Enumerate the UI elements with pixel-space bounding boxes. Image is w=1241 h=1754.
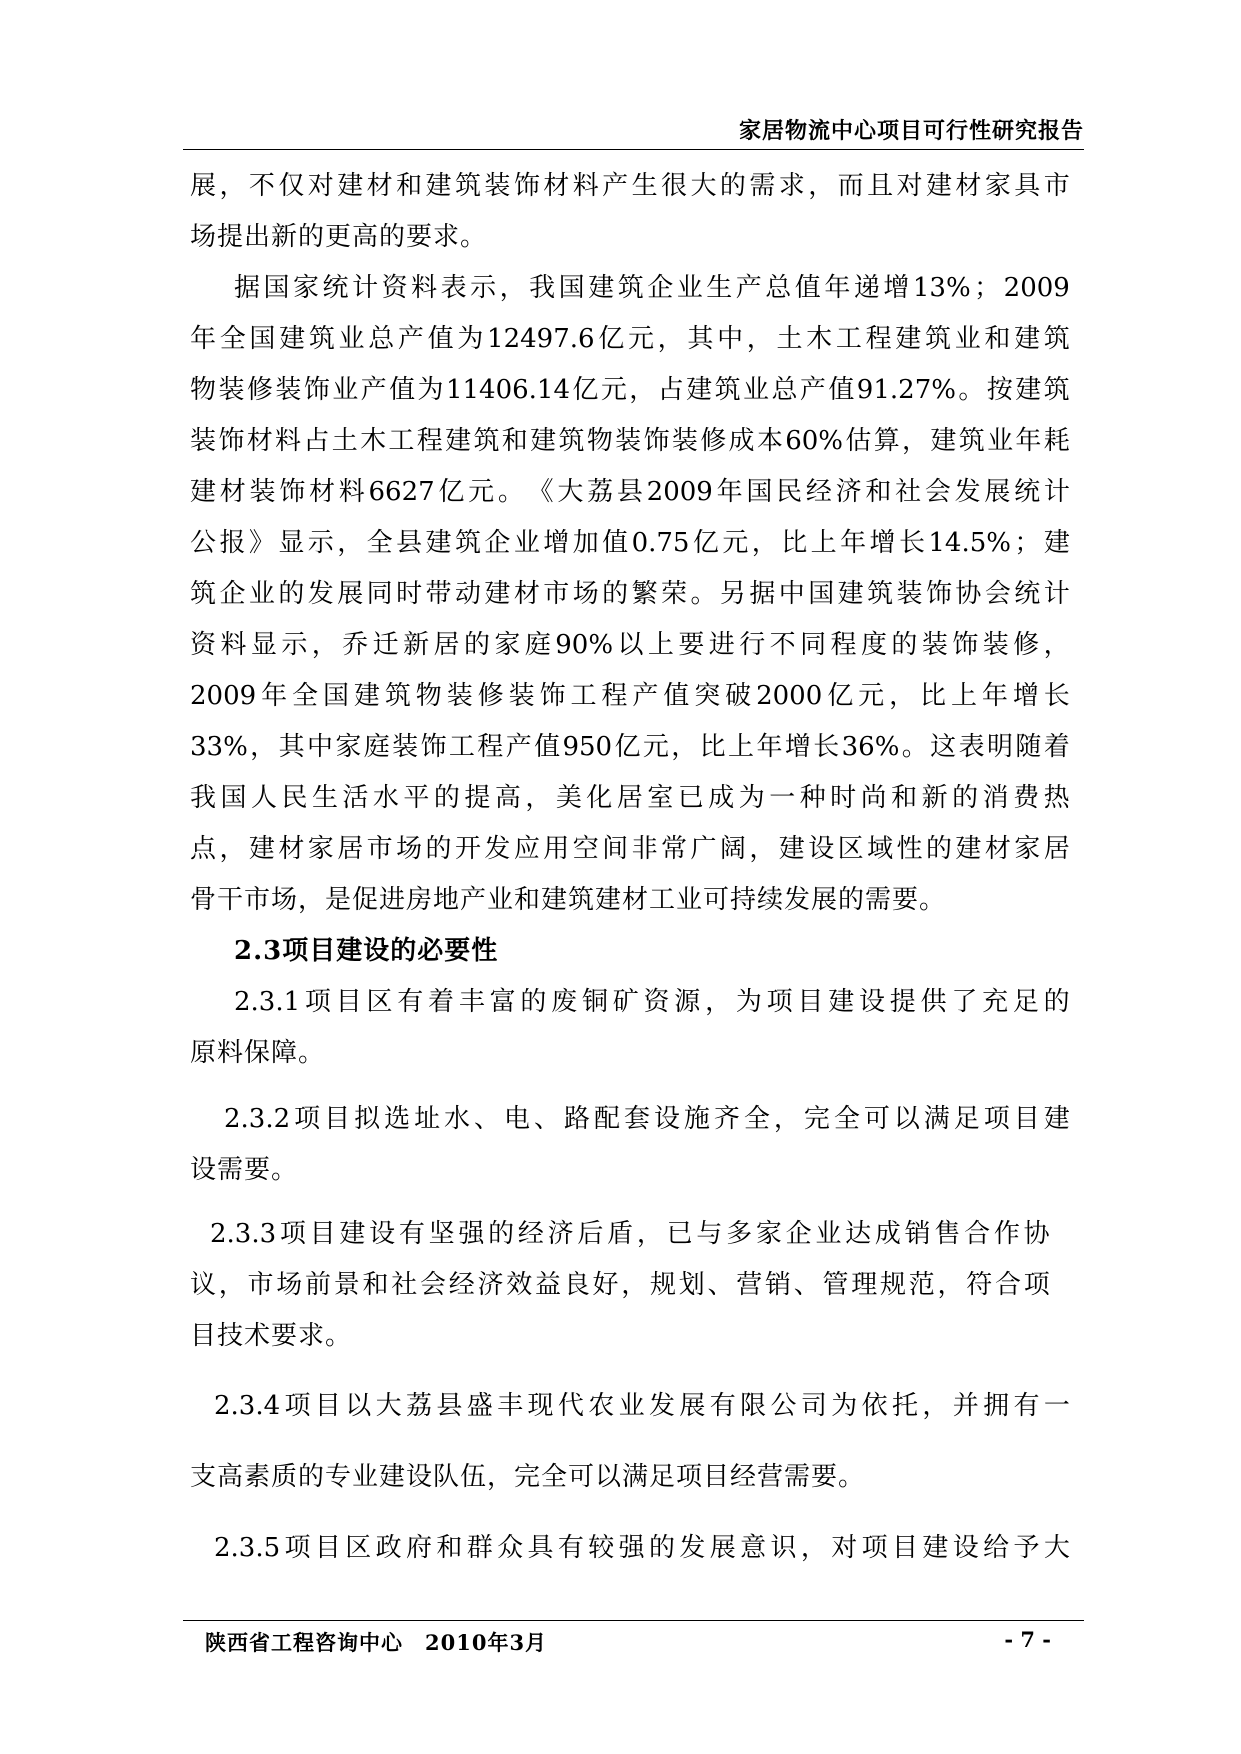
body-line: 目技术要求。 xyxy=(190,1321,353,1351)
body-line: 2009 年 全 国 建 筑 物 装 修 装 饰 工 程 产 值 突 破 2000 亿 元 ， 比 上 年 增 长 xyxy=(190,681,1070,711)
body-line: 筑 企 业 的 发 展 同 时 带 动 建 材 市 场 的 繁 荣 。 另 据 中 国 建 筑 装 饰 协 会 统 计 xyxy=(190,579,1070,609)
body-line: 设需要。 xyxy=(190,1155,299,1185)
body-line: 2.3.1 项 目 区 有 着 丰 富 的 废 铜 矿 资 源 ， 为 项 目 建 设 提 供 了 充 足 的 xyxy=(234,987,1070,1017)
header-divider xyxy=(183,149,1084,150)
body-line: 点 ， 建 材 家 居 市 场 的 开 发 应 用 空 间 非 常 广 阔 ， 建 设 区 域 性 的 建 材 家 居 xyxy=(190,834,1070,864)
footer-org-date: 陕西省工程咨询中心 2010年3月 xyxy=(205,1630,548,1655)
body-line: 公 报 》 显 示 ， 全 县 建 筑 企 业 增 加 值 0.75 亿 元 ， 比 上 年 增 长 14.5% ； 建 xyxy=(190,528,1070,558)
body-line: 装 饰 材 料 占 土 木 工 程 建 筑 和 建 筑 物 装 饰 装 修 成 本 60% 估 算 ， 建 筑 业 年 耗 xyxy=(190,426,1070,456)
body-line: 支高素质的专业建设队伍，完全可以满足项目经营需要。 xyxy=(190,1462,866,1492)
body-line: 原料保障。 xyxy=(190,1038,326,1068)
body-line: 2.3.4 项 目 以 大 荔 县 盛 丰 现 代 农 业 发 展 有 限 公 司 为 依 托 ， 并 拥 有 一 xyxy=(214,1391,1070,1421)
body-line: 2.3.2 项 目 拟 选 址 水 、 电 、 路 配 套 设 施 齐 全 ， 完 全 可 以 满 足 项 目 建 xyxy=(224,1104,1070,1134)
body-line: 骨干市场，是促进房地产业和建筑建材工业可持续发展的需要。 xyxy=(190,885,947,915)
body-line: 据 国 家 统 计 资 料 表 示 ， 我 国 建 筑 企 业 生 产 总 值 年 递 增 13% ； 2009 xyxy=(234,273,1070,303)
body-line: 年 全 国 建 筑 业 总 产 值 为 12497.6 亿 元 ， 其 中 ， 土 木 工 程 建 筑 业 和 建 筑 xyxy=(190,324,1070,354)
body-line: 展 ， 不 仅 对 建 材 和 建 筑 装 饰 材 料 产 生 很 大 的 需 求 ， 而 且 对 建 材 家 具 市 xyxy=(190,171,1070,201)
body-line: 33% ， 其 中 家 庭 装 饰 工 程 产 值 950 亿 元 ， 比 上 年 增 长 36% 。 这 表 明 随 着 xyxy=(190,732,1070,762)
body-line: 2.3.5 项 目 区 政 府 和 群 众 具 有 较 强 的 发 展 意 识 ， 对 项 目 建 设 给 予 大 xyxy=(214,1533,1070,1563)
section-heading: 2.3项目建设的必要性 xyxy=(234,936,499,966)
body-line: 资 料 显 示 ， 乔 迁 新 居 的 家 庭 90% 以 上 要 进 行 不 同 程 度 的 装 饰 装 修 ， xyxy=(190,630,1070,660)
body-line: 议 ， 市 场 前 景 和 社 会 经 济 效 益 良 好 ， 规 划 、 营 销 、 管 理 规 范 ， 符 合 项 xyxy=(190,1270,1050,1300)
body-line: 建 材 装 饰 材 料 6627 亿 元 。 《 大 荔 县 2009 年 国 民 经 济 和 社 会 发 展 统 计 xyxy=(190,477,1070,507)
body-line: 物 装 修 装 饰 业 产 值 为 11406.14 亿 元 ， 占 建 筑 业 总 产 值 91.27% 。 按 建 筑 xyxy=(190,375,1070,405)
body-line: 我 国 人 民 生 活 水 平 的 提 高 ， 美 化 居 室 已 成 为 一 种 时 尚 和 新 的 消 费 热 xyxy=(190,783,1070,813)
page-number: - 7 - xyxy=(1004,1627,1051,1652)
body-line: 2.3.3 项 目 建 设 有 坚 强 的 经 济 后 盾 ， 已 与 多 家 企 业 达 成 销 售 合 作 协 xyxy=(210,1219,1050,1249)
footer-divider xyxy=(183,1620,1084,1621)
running-header-title: 家居物流中心项目可行性研究报告 xyxy=(738,118,1084,144)
body-line: 场提出新的更高的要求。 xyxy=(190,222,488,252)
